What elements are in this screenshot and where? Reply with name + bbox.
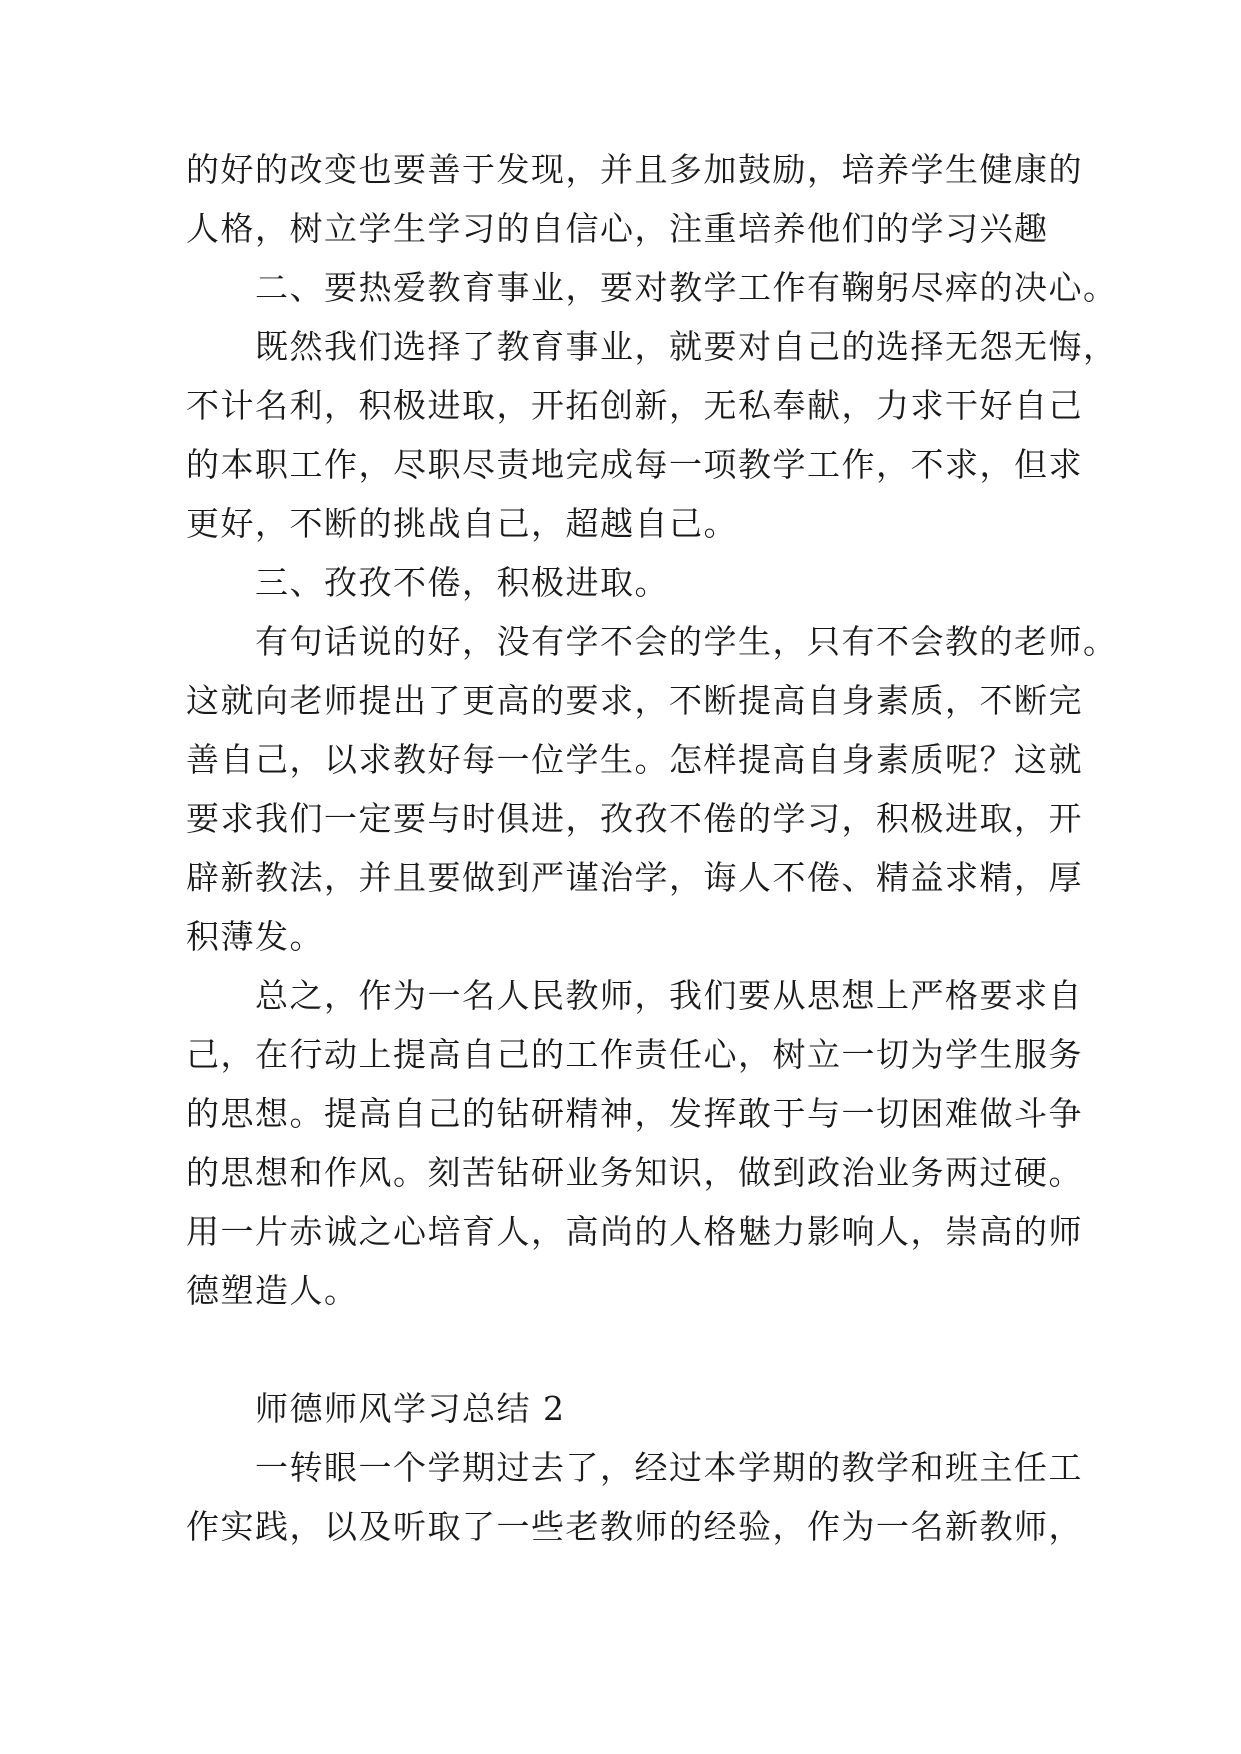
text-line: 的本职工作，尽职尽责地完成每一项教学工作，不求，但求 <box>186 445 1083 484</box>
text-line: 用一片赤诚之心培育人，高尚的人格魅力影响人，崇高的师 <box>186 1212 1083 1251</box>
text-line: 德塑造人。 <box>186 1271 359 1310</box>
section-heading: 二、要热爱教育事业，要对教学工作有鞠躬尽瘁的决心。 <box>255 268 1118 307</box>
text-line: 己，在行动上提高自己的工作责任心，树立一切为学生服务 <box>186 1035 1083 1074</box>
document-title: 师德师风学习总结 2 <box>255 1389 566 1428</box>
section-heading: 三、孜孜不倦，积极进取。 <box>255 563 669 602</box>
text-line: 有句话说的好，没有学不会的学生，只有不会教的老师。 <box>255 622 1118 661</box>
text-line: 的思想。提高自己的钻研精神，发挥敢于与一切困难做斗争 <box>186 1094 1083 1133</box>
text-line: 要求我们一定要与时俱进，孜孜不倦的学习，积极进取，开 <box>186 799 1083 838</box>
text-line: 不计名利，积极进取，开拓创新，无私奉献，力求干好自己 <box>186 386 1083 425</box>
text-line: 善自己，以求教好每一位学生。怎样提高自身素质呢？这就 <box>186 740 1083 779</box>
text-line: 更好，不断的挑战自己，超越自己。 <box>186 504 738 543</box>
text-line: 既然我们选择了教育事业，就要对自己的选择无怨无悔， <box>255 327 1118 366</box>
text-line: 的好的改变也要善于发现，并且多加鼓励，培养学生健康的 <box>186 150 1083 189</box>
text-line: 人格，树立学生学习的自信心，注重培养他们的学习兴趣 <box>186 209 1049 248</box>
text-line: 的思想和作风。刻苦钻研业务知识，做到政治业务两过硬。 <box>186 1153 1083 1192</box>
text-line: 辟新教法，并且要做到严谨治学，诲人不倦、精益求精，厚 <box>186 858 1083 897</box>
text-line: 这就向老师提出了更高的要求，不断提高自身素质，不断完 <box>186 681 1083 720</box>
text-line: 总之，作为一名人民教师，我们要从思想上严格要求自 <box>255 976 1083 1015</box>
text-line: 积薄发。 <box>186 917 324 956</box>
text-line: 作实践，以及听取了一些老教师的经验，作为一名新教师， <box>186 1507 1083 1546</box>
text-line: 一转眼一个学期过去了，经过本学期的教学和班主任工 <box>255 1448 1083 1487</box>
